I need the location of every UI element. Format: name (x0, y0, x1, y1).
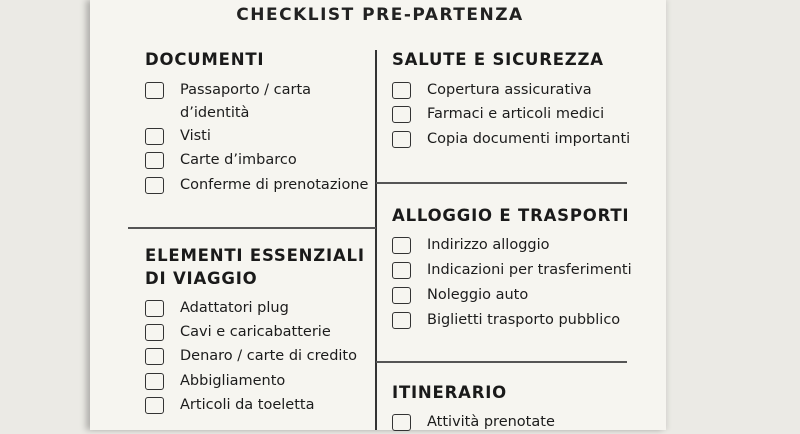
item-label: Carte d’imbarco (180, 152, 297, 168)
column-divider (375, 50, 377, 430)
checkbox[interactable] (392, 82, 411, 99)
checkbox[interactable] (392, 106, 411, 123)
checkbox[interactable] (145, 348, 164, 365)
checkbox[interactable] (145, 152, 164, 169)
checklist-item[interactable] (145, 174, 368, 197)
item-label: Adattatori plug (180, 300, 289, 316)
checkbox[interactable] (145, 177, 164, 194)
checkbox[interactable] (392, 131, 411, 148)
checklist-item[interactable] (392, 284, 528, 307)
item-label: Visti (180, 128, 211, 144)
checklist-item[interactable] (392, 234, 550, 257)
section-heading-essenziali-line2: DI VIAGGIO (145, 269, 258, 288)
item-label: Attività prenotate (427, 414, 555, 430)
checkbox[interactable] (392, 287, 411, 304)
checkbox[interactable] (145, 128, 164, 145)
checklist-item[interactable] (392, 411, 555, 434)
item-label: Passaporto / carta d’identità (180, 82, 312, 121)
checklist-item[interactable] (145, 394, 315, 417)
checklist-item[interactable] (392, 309, 620, 332)
item-label: Articoli da toeletta (180, 397, 315, 413)
section-heading-documenti: DOCUMENTI (145, 50, 265, 69)
checklist-item[interactable] (145, 321, 331, 344)
item-label: Copia documenti importanti (427, 131, 631, 147)
checklist-item[interactable] (392, 128, 630, 151)
checkbox[interactable] (392, 262, 411, 279)
checklist-item[interactable] (392, 259, 632, 282)
checklist-item[interactable] (392, 79, 592, 102)
section-divider (128, 227, 376, 229)
item-label: Conferme di prenotazione (180, 177, 369, 193)
checklist-item[interactable] (145, 125, 211, 148)
item-label: Biglietti trasporto pubblico (427, 312, 621, 328)
checklist-item[interactable] (145, 149, 297, 172)
checkbox[interactable] (145, 300, 164, 317)
checkbox[interactable] (145, 82, 164, 99)
checklist-item[interactable] (145, 370, 285, 393)
page-title: CHECKLIST PRE-PARTENZA (236, 5, 524, 25)
checkbox[interactable] (392, 414, 411, 431)
item-label: Farmaci e articoli medici (427, 106, 605, 122)
item-label: Denaro / carte di credito (180, 348, 357, 364)
item-label: Indicazioni per trasferimenti (427, 262, 632, 278)
checkbox[interactable] (145, 324, 164, 341)
checkbox[interactable] (392, 312, 411, 329)
section-divider (376, 361, 627, 363)
section-heading-alloggio: ALLOGGIO E TRASPORTI (392, 206, 630, 225)
section-divider (376, 182, 627, 184)
item-label: Cavi e caricabatterie (180, 324, 331, 340)
section-heading-itinerario: ITINERARIO (392, 383, 507, 402)
item-label: Copertura assicurativa (427, 82, 592, 98)
checklist-item[interactable] (145, 345, 357, 368)
checkbox[interactable] (392, 237, 411, 254)
item-label: Abbigliamento (180, 373, 286, 389)
checklist-item[interactable] (145, 79, 320, 125)
checkbox[interactable] (145, 373, 164, 390)
checkbox[interactable] (145, 397, 164, 414)
item-label: Indirizzo alloggio (427, 237, 550, 253)
section-heading-salute: SALUTE E SICUREZZA (392, 50, 604, 69)
item-label: Noleggio auto (427, 287, 529, 303)
section-heading-essenziali: ELEMENTI ESSENZIALI (145, 246, 365, 265)
checklist-item[interactable] (392, 103, 604, 126)
checklist-item[interactable] (145, 297, 289, 320)
